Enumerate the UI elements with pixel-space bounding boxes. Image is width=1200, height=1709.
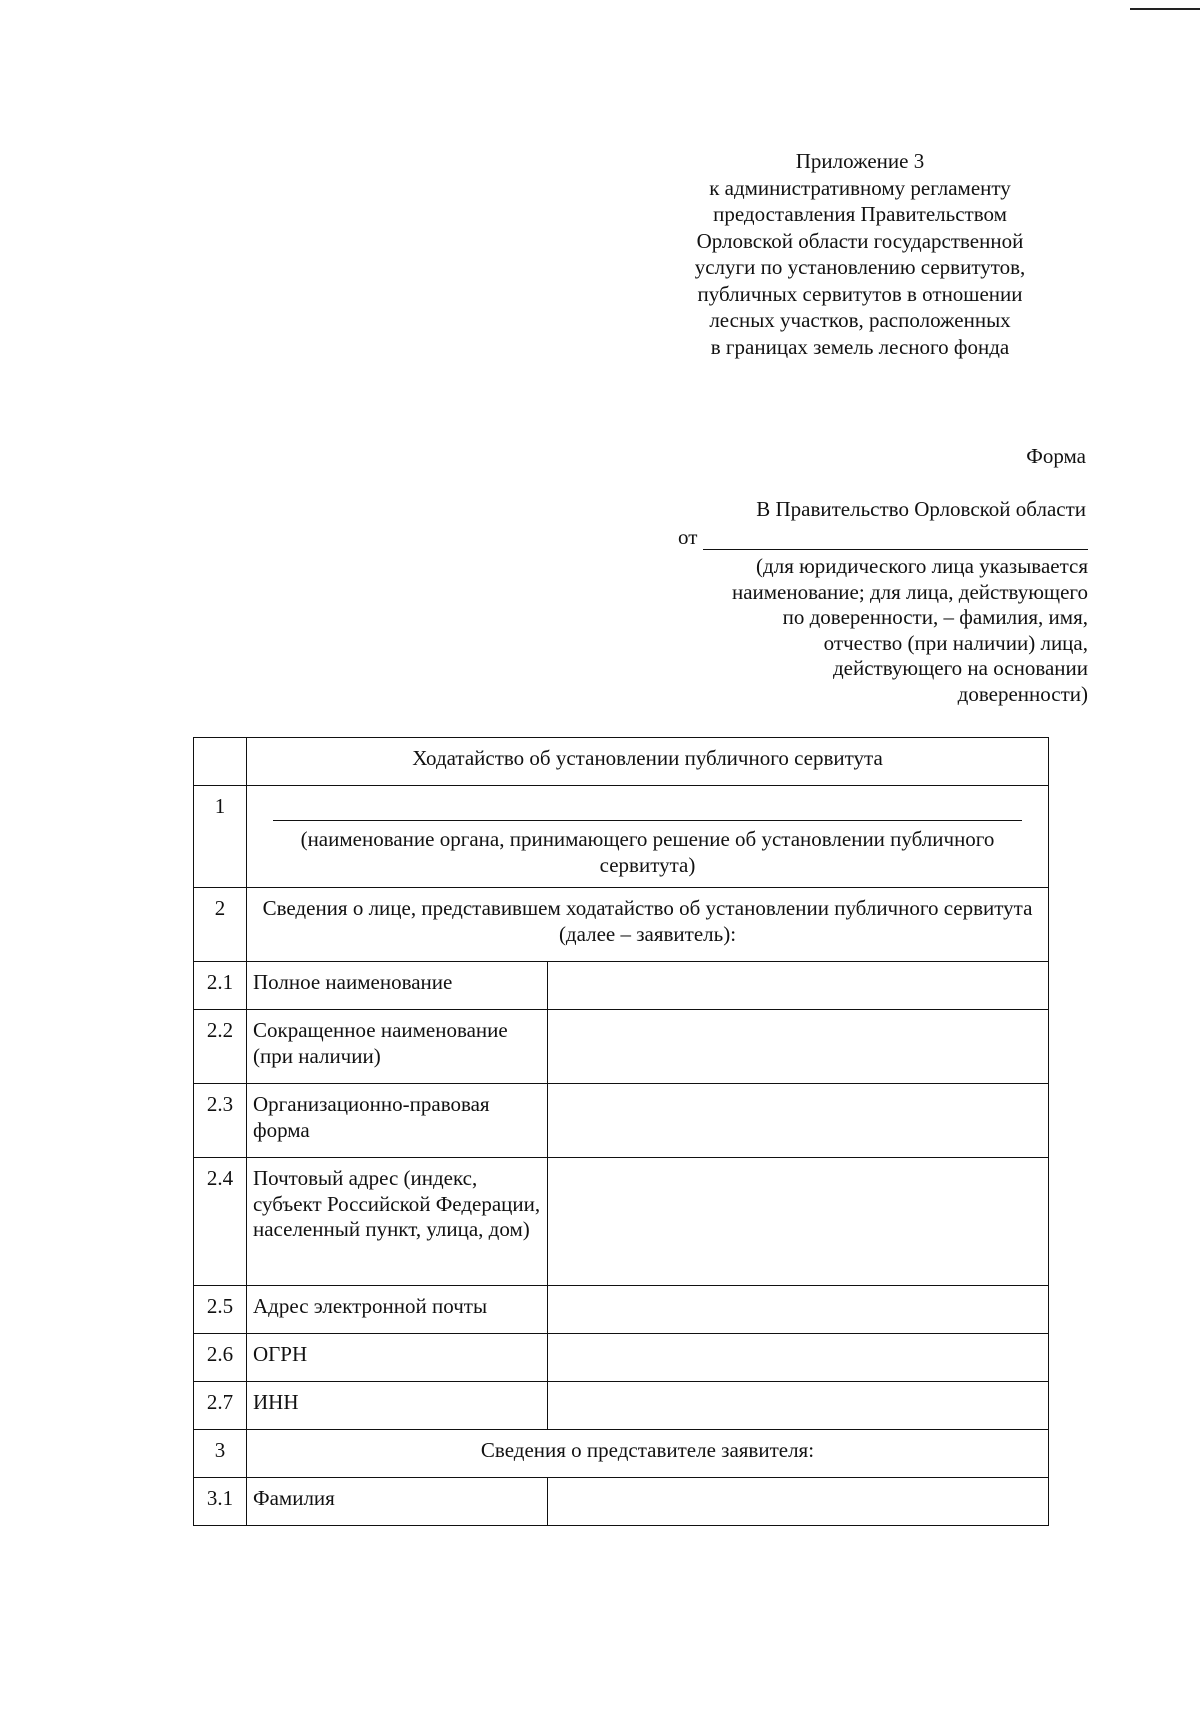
appendix-header bbox=[660, 148, 1060, 360]
form-label: Форма bbox=[1026, 444, 1086, 468]
row-number: 3 bbox=[194, 1430, 247, 1478]
row-number: 3.1 bbox=[194, 1478, 247, 1526]
table-row bbox=[194, 962, 1049, 1010]
field-value-cell[interactable] bbox=[548, 1478, 1049, 1526]
field-label: Адрес электронной почты bbox=[247, 1286, 548, 1334]
from-note-line: (для юридического лица указывается bbox=[756, 554, 1088, 578]
field-value-cell[interactable] bbox=[548, 1010, 1049, 1084]
from-note-line: по доверенности, – фамилия, имя, bbox=[782, 605, 1088, 629]
table-row bbox=[194, 1382, 1049, 1430]
appendix-line: услуги по установлению сервитутов, bbox=[694, 255, 1026, 279]
row-number: 2.7 bbox=[194, 1382, 247, 1430]
row-number: 2 bbox=[194, 888, 247, 962]
appendix-line: к административному регламенту bbox=[709, 175, 1011, 200]
row-number: 2.4 bbox=[194, 1158, 247, 1286]
table-row bbox=[194, 1430, 1049, 1478]
field-label: Организационно-правовая форма bbox=[247, 1084, 548, 1158]
section-heading: Сведения о представителе заявителя: bbox=[247, 1430, 1049, 1478]
row-number: 2.3 bbox=[194, 1084, 247, 1158]
field-label: Почтовый адрес (индекс, субъект Российской Федерации, населенный пункт, улица, дом) bbox=[247, 1158, 548, 1286]
table-row bbox=[194, 1334, 1049, 1382]
table-title-row bbox=[194, 738, 1049, 786]
field-label: Полное наименование bbox=[247, 962, 548, 1010]
table-row bbox=[194, 1010, 1049, 1084]
field-value-cell[interactable] bbox=[548, 1158, 1049, 1286]
field-value-cell[interactable] bbox=[548, 1334, 1049, 1382]
row-number: 2.5 bbox=[194, 1286, 247, 1334]
table-title: Ходатайство об установлении публичного сервитута bbox=[247, 738, 1049, 786]
from-note-line: действующего на основании bbox=[832, 656, 1088, 680]
row-number: 1 bbox=[194, 786, 247, 888]
from-input-line[interactable] bbox=[703, 527, 1088, 550]
from-note-line: доверенности) bbox=[957, 681, 1088, 706]
appendix-line: лесных участков, расположенных bbox=[709, 308, 1011, 332]
table-row bbox=[194, 888, 1049, 962]
addressee: В Правительство Орловской области bbox=[756, 497, 1086, 521]
field-label: Фамилия bbox=[247, 1478, 548, 1526]
field-label: ИНН bbox=[247, 1382, 548, 1430]
table-row bbox=[194, 1158, 1049, 1286]
table-row bbox=[194, 1084, 1049, 1158]
appendix-line: предоставления Правительством bbox=[713, 202, 1007, 226]
appendix-line: публичных сервитутов в отношении bbox=[697, 281, 1023, 306]
organ-name-caption: (наименование органа, принимающего решение об установлении публичного сервитута) bbox=[300, 827, 995, 877]
organ-name-cell bbox=[247, 786, 1049, 888]
section-heading: Сведения о лице, представившем ходатайство об установлении публичного сервитута (далее – заявитель): bbox=[247, 888, 1049, 962]
organ-name-input-line[interactable] bbox=[273, 796, 1022, 821]
appendix-line: Орловской области государственной bbox=[696, 228, 1024, 253]
table-cell-empty bbox=[194, 738, 247, 786]
appendix-line: Приложение 3 bbox=[795, 149, 925, 173]
from-note bbox=[660, 554, 1088, 707]
field-value-cell[interactable] bbox=[548, 1286, 1049, 1334]
row-number: 2.6 bbox=[194, 1334, 247, 1382]
row-number: 2.2 bbox=[194, 1010, 247, 1084]
petition-table bbox=[193, 737, 1049, 1526]
field-label: ОГРН bbox=[247, 1334, 548, 1382]
from-note-line: наименование; для лица, действующего bbox=[731, 579, 1088, 604]
field-value-cell[interactable] bbox=[548, 1382, 1049, 1430]
corner-mark bbox=[1130, 8, 1200, 10]
row-number: 2.1 bbox=[194, 962, 247, 1010]
from-label: от bbox=[678, 525, 698, 549]
from-row bbox=[678, 525, 1088, 550]
appendix-line: в границах земель лесного фонда bbox=[710, 334, 1010, 359]
from-note-line: отчество (при наличии) лица, bbox=[823, 630, 1088, 655]
table-row bbox=[194, 786, 1049, 888]
table-row bbox=[194, 1286, 1049, 1334]
field-value-cell[interactable] bbox=[548, 1084, 1049, 1158]
field-value-cell[interactable] bbox=[548, 962, 1049, 1010]
field-label: Сокращенное наименование (при наличии) bbox=[247, 1010, 548, 1084]
table-row bbox=[194, 1478, 1049, 1526]
